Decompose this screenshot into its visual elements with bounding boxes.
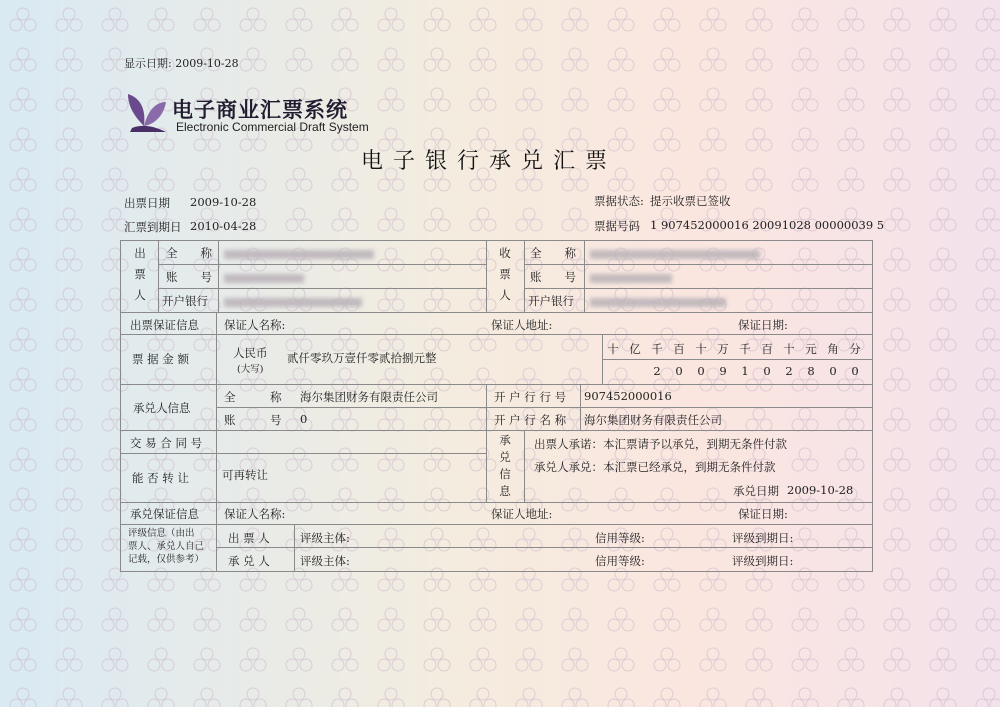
display-date: 显示日期: 2009-10-28 — [124, 57, 239, 70]
amount-label: 票 据 金 额 — [132, 352, 189, 366]
rating-acceptor-label: 承 兑 人 — [228, 554, 270, 568]
transferable-value: 可再转让 — [222, 468, 268, 482]
accept-guarantee-date-label: 保证日期: — [738, 507, 788, 521]
acceptor-promise: 承兑人承兑：本汇票已经承兑，到期无条件付款 — [534, 460, 776, 474]
drawer-bank-redacted — [224, 298, 362, 307]
amount-currency: 人民币 — [233, 346, 268, 360]
acceptor-name: 海尔集团财务有限责任公司 — [300, 390, 438, 404]
drawer-promise: 出票人承诺：本汇票请予以承兑，到期无条件付款 — [534, 437, 787, 451]
drawer-guarantee-label: 出票保证信息 — [130, 318, 199, 332]
drawer-guarantee-date-label: 保证日期: — [738, 318, 788, 332]
amount-currency-note: (大写) — [237, 364, 264, 375]
rating-acceptor-grade-label: 信用等级: — [595, 554, 645, 568]
rating-drawer-expire-label: 评级到期日: — [732, 531, 794, 545]
draft-number-label: 票据号码 — [594, 219, 640, 233]
draft-number: 1 907452000016 20091028 00000039 5 — [650, 218, 885, 232]
acceptor-info-label: 承兑人信息 — [133, 401, 191, 415]
acceptor-account: 0 — [300, 412, 308, 426]
status-value: 提示收票已签收 — [650, 194, 731, 208]
page-title: 电子银行承兑汇票 — [361, 149, 618, 174]
amount-in-words: 贰仟零玖万壹仟零贰拾捌元整 — [287, 351, 437, 365]
drawer-guarantor-addr-label: 保证人地址: — [491, 318, 553, 332]
acceptor-bank-no: 907452000016 — [584, 389, 672, 403]
accept-guarantor-addr-label: 保证人地址: — [491, 507, 553, 521]
contract-number-label: 交 易 合 同 号 — [130, 436, 203, 450]
accept-date-label: 承兑日期 — [733, 484, 779, 498]
issue-date-label: 出票日期 — [124, 196, 170, 210]
drawer-bank-label: 开户银行 — [162, 294, 208, 308]
acceptor-bank-name: 海尔集团财务有限责任公司 — [584, 413, 722, 427]
logo-en-text: Electronic Commercial Draft System — [176, 120, 369, 134]
accept-guarantor-name-label: 保证人名称: — [224, 507, 286, 521]
payee-bank-label: 开户银行 — [528, 294, 574, 308]
acceptor-account-label: 账 号 — [224, 413, 282, 427]
acceptor-bank-no-label: 开 户 行 行 号 — [494, 390, 567, 404]
due-date: 2010-04-28 — [190, 219, 257, 233]
acceptor-bank-name-label: 开 户 行 名 称 — [494, 413, 567, 427]
payee-side-label: 收 票 人 — [499, 246, 511, 302]
drawer-name-redacted — [224, 250, 374, 259]
payee-name-redacted — [590, 250, 760, 259]
accept-date: 2009-10-28 — [787, 483, 854, 497]
payee-account-label: 账 号 — [530, 270, 576, 284]
rating-drawer-grade-label: 信用等级: — [595, 531, 645, 545]
drawer-side-label: 出 票 人 — [134, 246, 146, 302]
rating-drawer-subject-label: 评级主体: — [300, 531, 350, 545]
rating-drawer-label: 出 票 人 — [228, 531, 270, 545]
accept-guarantee-label: 承兑保证信息 — [130, 507, 199, 521]
rating-info-label: 评级信息（由出 票人、承兑人自己 记载，仅供参考） — [128, 528, 205, 565]
drawer-account-redacted — [224, 274, 304, 283]
drawer-name-label: 全 称 — [166, 246, 212, 260]
edcds-logo-icon — [122, 88, 170, 134]
acceptor-name-label: 全 称 — [224, 390, 282, 404]
payee-account-redacted — [590, 274, 672, 283]
drawer-account-label: 账 号 — [166, 270, 212, 284]
payee-bank-redacted — [590, 298, 726, 307]
transferable-label: 能 否 转 让 — [132, 471, 189, 485]
drawer-guarantor-name-label: 保证人名称: — [224, 318, 286, 332]
due-date-label: 汇票到期日 — [124, 220, 182, 234]
issue-date: 2009-10-28 — [190, 195, 257, 209]
logo-cn-text: 电子商业汇票系统 — [172, 98, 348, 122]
acceptance-side-label: 承 兑 信 息 — [499, 433, 511, 498]
payee-name-label: 全 称 — [530, 246, 576, 260]
rating-acceptor-subject-label: 评级主体: — [300, 554, 350, 568]
rating-acceptor-expire-label: 评级到期日: — [732, 554, 794, 568]
status-label: 票据状态: — [594, 194, 644, 208]
